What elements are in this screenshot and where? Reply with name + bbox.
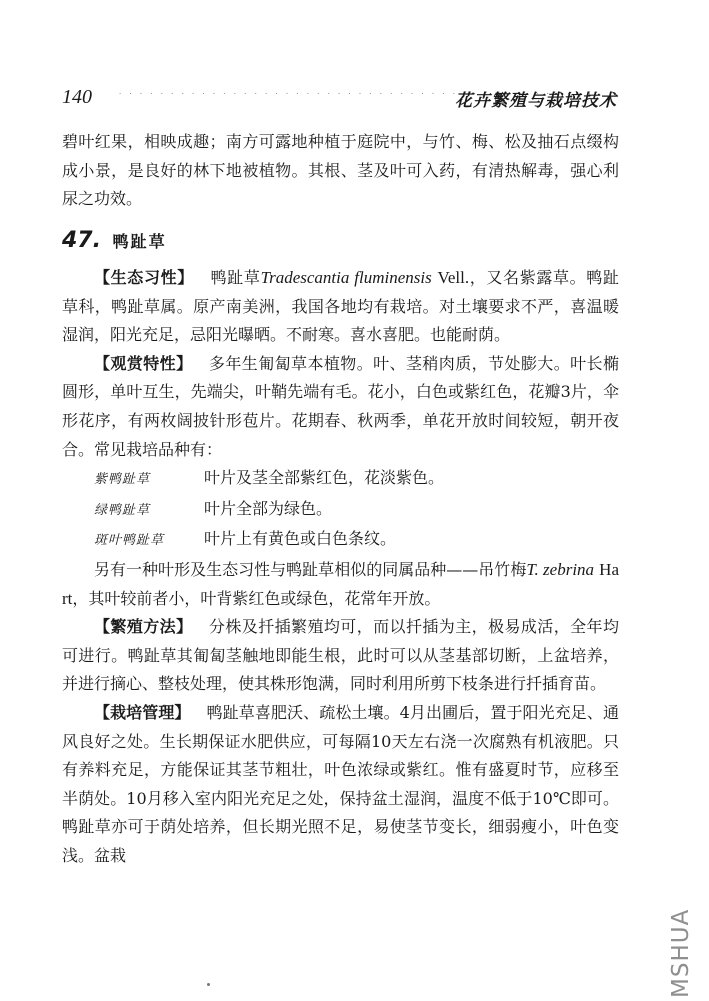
related-species-paragraph: 另有一种叶形及生态习性与鸭趾草相似的同属品种——吊竹梅T. zebrina Hart，其叶较前者小，叶背紫红色或绿色，花常年开放。	[62, 559, 619, 608]
variety-desc: 叶片及茎全部紫红色，花淡紫色。	[204, 468, 445, 488]
variety-desc: 叶片上有黄色或白色条纹。	[204, 529, 397, 549]
ecology-label: 【生态习性】	[94, 268, 194, 287]
ecology-paragraph: 【生态习性】 鸭趾草Tradescantia fluminensis Vell.，又名紫露草。鸭趾草科，鸭趾草属。原产南美洲，我国各地均有栽培。对土壤要求不严，喜温暖湿润，阳光充足，忌阳光曝晒。不耐寒。喜水喜肥。也能耐荫。	[62, 268, 619, 345]
running-header	[62, 84, 617, 110]
variety-item	[62, 525, 619, 556]
variety-item	[62, 464, 619, 495]
variety-item	[62, 495, 619, 526]
ornamental-paragraph: 【观赏特性】 多年生匍匐草本植物。叶、茎稍肉质，节处膨大。叶长椭圆形，单叶互生，先端尖，叶鞘先端有毛。花小，白色或紫红色，花瓣3片，伞形花序，有两枚阔披针形苞片。花期春、秋两季，单花开放时间较短，朝开夜合。常见栽培品种有：	[62, 353, 619, 459]
variety-name: 斑叶鸭趾草	[94, 533, 165, 549]
page-number: 140	[62, 86, 92, 108]
main-text	[62, 264, 619, 870]
scan-artifact: · · · · · · · · · · · · · · · · · · · · · · · · · · · · · · · · · · · · · · · · · · · · · ·	[118, 90, 593, 98]
variety-name: 紫鸭趾草	[94, 472, 151, 488]
related-scientific-name: T. zebrina	[526, 559, 595, 579]
section-name: 鸭趾草	[112, 232, 167, 251]
watermark: MSHUA	[668, 908, 694, 998]
ornamental-label: 【观赏特性】	[94, 353, 193, 373]
scientific-name: Tradescantia fluminensis	[260, 268, 432, 287]
section-heading	[62, 228, 167, 253]
variety-name: 绿鸭趾草	[94, 502, 151, 518]
intro-block	[62, 128, 619, 214]
book-title: 花卉繁殖与栽培技术	[455, 91, 617, 111]
scientific-authority: Vell.	[437, 268, 470, 287]
cultivation-label: 【栽培管理】	[94, 702, 191, 722]
propagation-label: 【繁殖方法】	[94, 617, 193, 637]
variety-desc: 叶片全部为绿色。	[204, 498, 333, 518]
related-authority: Hart	[62, 559, 619, 608]
intro-paragraph: 碧叶红果，相映成趣；南方可露地种植于庭院中，与竹、梅、松及抽石点缀构成小景，是良好的林下地被植物。其根、茎及叶可入药，有清热解毒，强心利尿之功效。	[62, 132, 619, 209]
cultivation-paragraph: 【栽培管理】 鸭趾草喜肥沃、疏松土壤。4月出圃后，置于阳光充足、通风良好之处。生长期保证水肥供应，可每隔10天左右浇一次腐熟有机液肥。只有养料充足，方能保证其茎节粗壮，叶色浓绿或紫红。惟有盛夏时节，应移至半荫处。10月移入室内阳光充足之处，保持盆土湿润，温度不低于10℃即可。鸭趾草亦可于荫处培养，但长期光照不足，易使茎节变长，细弱瘦小，叶色变浅。盆栽	[62, 702, 619, 865]
scan-speck	[207, 983, 210, 986]
propagation-paragraph: 【繁殖方法】 分株及扦插繁殖均可，而以扦插为主，极易成活，全年均可进行。鸭趾草其匍匐茎触地即能生根，此时可以从茎基部切断，上盆培养，并进行摘心、整枝处理，使其株形饱满，同时利用所剪下枝条进行扦插育苗。	[62, 617, 619, 694]
section-number: 47.	[62, 228, 101, 253]
